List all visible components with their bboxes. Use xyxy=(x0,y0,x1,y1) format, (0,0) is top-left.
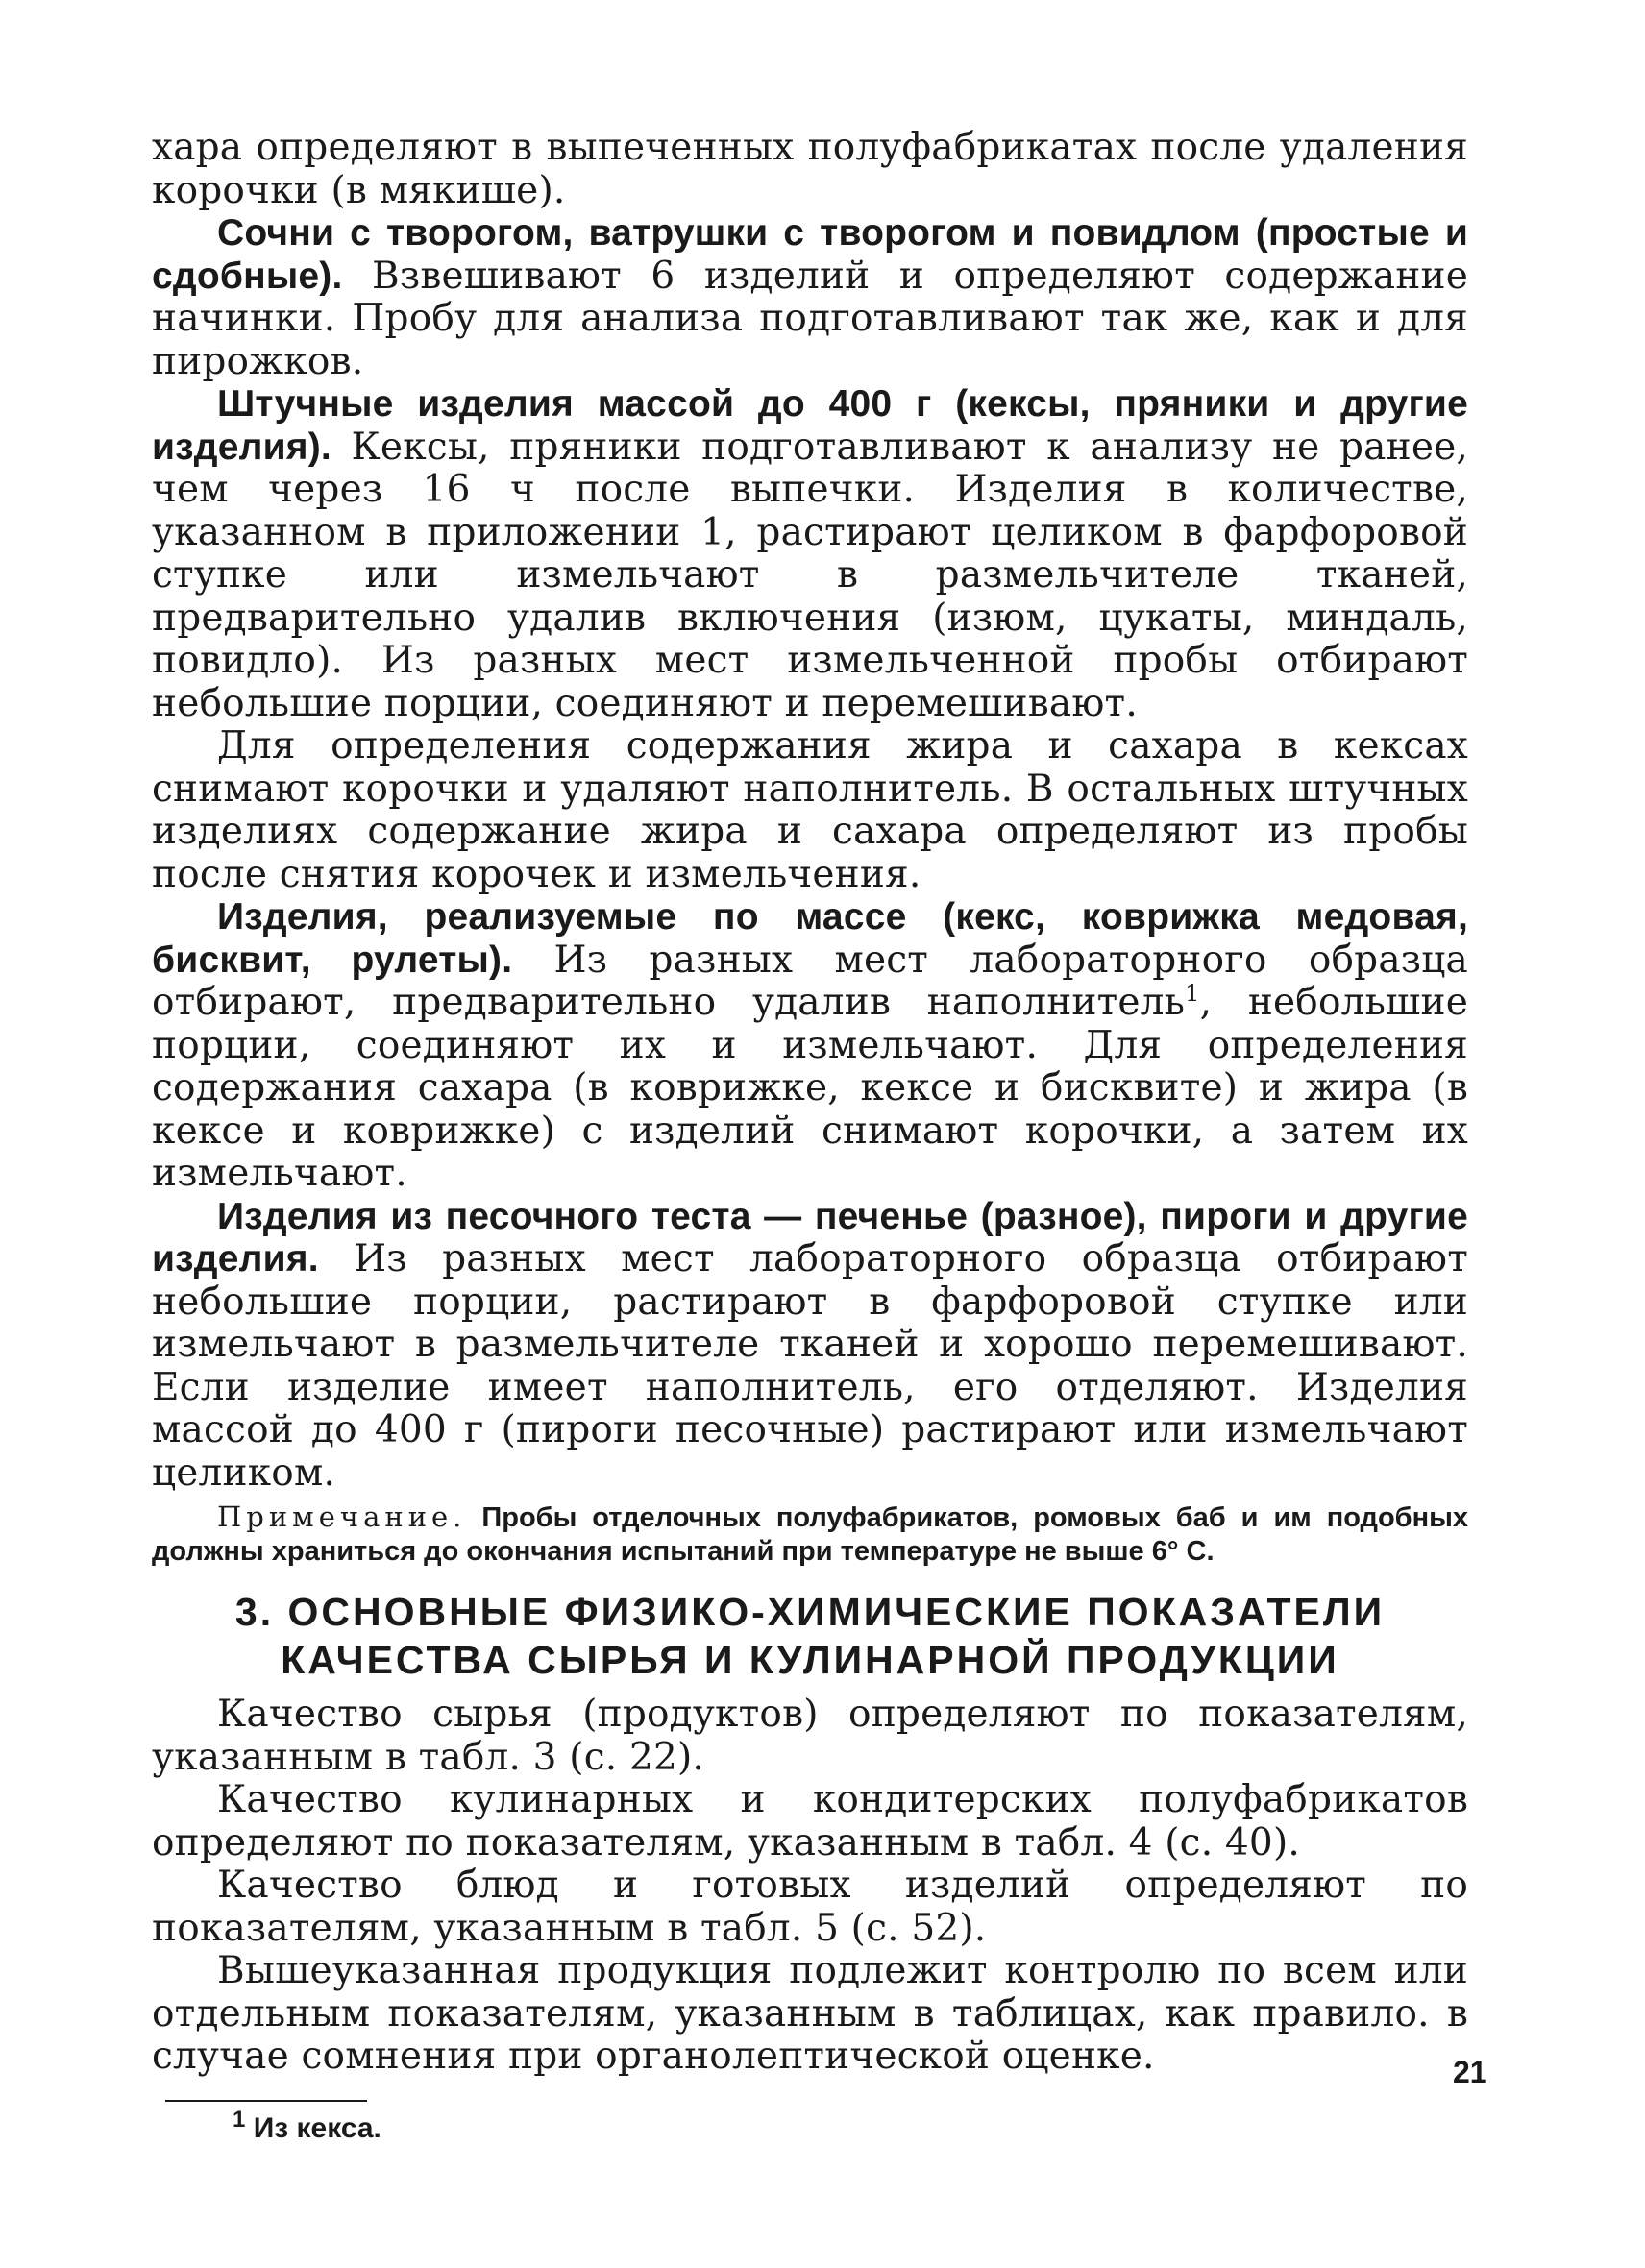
section-title-line: 3. ОСНОВНЫЕ ФИЗИКО-ХИМИЧЕСКИЕ ПОКАЗАТЕЛИ xyxy=(234,1590,1386,1634)
paragraph-text: Взвешивают 6 изделий и определяют содержание начинки. Пробу для анализа подготавливают так же, как и для пирожков. xyxy=(152,254,1468,383)
note-label: Примечание. xyxy=(217,1500,467,1533)
paragraph-shortbread xyxy=(152,1196,1468,1496)
paragraph-text: Для определения содержания жира и сахара в кексах снимают корочки и удаляют наполнитель. В остальных штучных изделиях содержание жира и сахара определяют из пробы после снятия корочек и измельчения. xyxy=(152,724,1468,896)
paragraph-control xyxy=(152,1950,1468,2079)
note-text: Пробы отделочных полуфабрикатов, ромовых баб и им подобных должны храниться до окончания испытаний при температуре не выше 6° С. xyxy=(152,1502,1468,1567)
paragraph-text: , небольшие порции, соединяют их и измельчают. Для определения содержания сахара (в коврижке, кексе и бисквите) и жира (в кексе и коврижке) с изделий снимают корочки, а затем их измельчают. xyxy=(152,981,1468,1195)
paragraph-raw-quality xyxy=(152,1694,1468,1779)
paragraph-text: Качество блюд и готовых изделий определяют по показателям, указанным в табл. 5 (с. 52). xyxy=(152,1864,1468,1950)
paragraph-heading: Сочни с творогом, ватрушки с творогом и повидлом (простые и сдобные). xyxy=(152,212,1468,297)
paragraph-text: Из разных мест лабораторного образца отбирают, предварительно удалив наполнитель xyxy=(152,938,1468,1024)
section-title xyxy=(152,1588,1468,1684)
paragraph-text: Качество сырья (продуктов) определяют по показателям, указанным в табл. 3 (с. 22). xyxy=(152,1693,1468,1779)
paragraph-by-mass xyxy=(152,896,1468,1196)
footnote-reference: 1 xyxy=(1185,980,1200,1007)
paragraph-text: хара определяют в выпеченных полуфабрикатах после удаления корочки (в мякише). xyxy=(152,126,1468,212)
paragraph-heading: Изделия, реализуемые по массе (кекс, коврижка медовая, бисквит, рулеты). xyxy=(152,896,1468,981)
paragraph-text: Качество кулинарных и кондитерских полуфабрикатов определяют по показателям, указанным в табл. 4 (с. 40). xyxy=(152,1778,1468,1865)
paragraph-fat-sugar xyxy=(152,725,1468,896)
paragraph-heading: Штучные изделия массой до 400 г (кексы, пряники и другие изделия). xyxy=(152,383,1468,468)
paragraph-dishes-quality xyxy=(152,1865,1468,1950)
paragraph-text: Кексы, пряники подготавливают к анализу не ранее, чем через 16 ч после выпечки. Изделия в количестве, указанном в приложении 1, растирают целиком в фарфоровой ступке или измельчают в размельчителе тканей, предварительно удалив включения (изюм, цукаты, миндаль, повидло). Из разных мест измельченной пробы отбирают небольшие порции, соединяют и перемешивают. xyxy=(152,425,1468,725)
page-number: 21 xyxy=(1453,2055,1487,2089)
footnote-divider xyxy=(165,2100,367,2102)
paragraph-continuation xyxy=(152,127,1468,212)
paragraph-text: Вышеуказанная продукция подлежит контролю по всем или отдельным показателям, указанным в таблицах, как правило. в случае сомнения при органолептической оценке. xyxy=(152,1949,1468,2078)
paragraph-sochni xyxy=(152,212,1468,383)
footnote-text: Из кекса. xyxy=(245,2111,381,2144)
section-title-line: КАЧЕСТВА СЫРЬЯ И КУЛИНАРНОЙ ПРОДУКЦИИ xyxy=(281,1638,1339,1682)
document-page xyxy=(152,127,1468,2146)
footnote xyxy=(233,2106,1468,2146)
paragraph-heading: Изделия из песочного теста — печенье (разное), пироги и другие изделия. xyxy=(152,1195,1468,1280)
footnote-mark: 1 xyxy=(233,2106,246,2133)
paragraph-text: Из разных мест лабораторного образца отбирают небольшие порции, растирают в фарфоровой ступке или измельчают в размельчителе тканей и хорошо перемешивают. Если изделие имеет наполнитель, его отделяют. Изделия массой до 400 г (пироги песочные) растирают или измельчают целиком. xyxy=(152,1237,1468,1495)
paragraph-semifinished-quality xyxy=(152,1779,1468,1865)
note xyxy=(152,1500,1468,1569)
paragraph-piece-products xyxy=(152,383,1468,725)
